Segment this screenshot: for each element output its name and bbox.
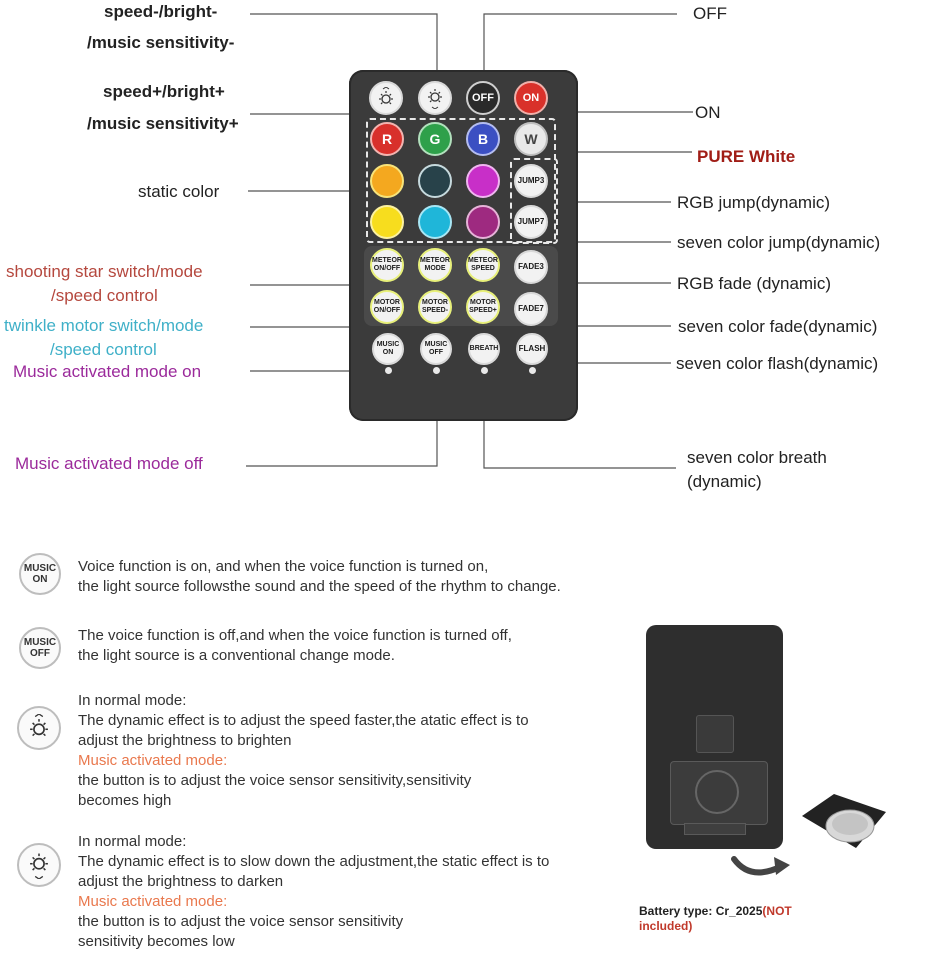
indicator-dot <box>433 367 440 374</box>
speed-plus-desc-line-6: becomes high <box>78 792 172 809</box>
orange-button[interactable] <box>370 164 404 198</box>
white-button[interactable]: W <box>514 122 548 156</box>
dark-teal-button[interactable] <box>418 164 452 198</box>
speed-plus-desc-line-5: the button is to adjust the voice sensor sensitivity,sensitivity <box>78 772 472 789</box>
label-twinkle-2: /speed control <box>50 340 157 359</box>
music-on-button[interactable]: MUSIC ON <box>372 333 404 365</box>
indicator-dot <box>481 367 488 374</box>
yellow-button[interactable] <box>370 205 404 239</box>
jump7-button[interactable]: JUMP7 <box>514 205 548 239</box>
cyan-button[interactable] <box>418 205 452 239</box>
sun-up-icon <box>25 714 53 742</box>
label-speed-minus-2: /music sensitivity- <box>87 33 235 52</box>
speed-plus-legend-icon <box>17 706 61 750</box>
sun-down-icon <box>424 87 446 109</box>
speed-minus-legend-icon <box>17 843 61 887</box>
music-on-legend-icon: MUSIC ON <box>19 553 61 595</box>
speed-minus-desc-line-4: Music activated mode: <box>78 893 228 910</box>
battery-not-included-2: included) <box>639 919 693 933</box>
jump3-button[interactable]: JUMP3 <box>514 164 548 198</box>
label-static-color: static color <box>138 182 220 201</box>
speed-plus-desc-line-1: In normal mode: <box>78 692 187 709</box>
on-button[interactable]: ON <box>514 81 548 115</box>
music-off-desc-line-2: the light source is a conventional change mode. <box>78 647 395 664</box>
fade7-button[interactable]: FADE7 <box>514 292 548 326</box>
music-on-desc-line-1: Voice function is on, and when the voice function is turned on, <box>78 558 489 575</box>
arrow-icon <box>728 845 798 885</box>
sun-up-icon <box>375 87 397 109</box>
speed-plus-desc-line-4: Music activated mode: <box>78 752 228 769</box>
label-seven-jump: seven color jump(dynamic) <box>677 233 881 252</box>
label-on: ON <box>695 103 721 122</box>
battery-tray-latch <box>684 823 746 835</box>
battery-not-included-1: (NOT <box>762 904 792 918</box>
label-speed-plus-2: /music sensitivity+ <box>87 114 239 133</box>
label-rgb-jump: RGB jump(dynamic) <box>677 193 831 212</box>
speed-minus-desc-line-6: sensitivity becomes low <box>78 933 235 950</box>
label-speed-minus-1: speed-/bright- <box>104 2 218 21</box>
label-seven-flash: seven color flash(dynamic) <box>676 354 879 373</box>
speed-minus-desc-line-1: In normal mode: <box>78 833 187 850</box>
battery-slot <box>695 770 739 814</box>
meteor-speed-button[interactable]: METEOR SPEED <box>466 248 500 282</box>
blue-button[interactable]: B <box>466 122 500 156</box>
speed-plus-desc-line-2: The dynamic effect is to adjust the speed faster,the atatic effect is to <box>78 712 529 729</box>
label-twinkle-1: twinkle motor switch/mode <box>4 316 204 335</box>
meteor-mode-button[interactable]: METEOR MODE <box>418 248 452 282</box>
label-rgb-fade: RGB fade (dynamic) <box>677 274 831 293</box>
off-button[interactable]: OFF <box>466 81 500 115</box>
music-on-description <box>78 557 561 597</box>
remote-back-image <box>646 625 783 849</box>
speed-plus-description <box>78 691 529 811</box>
music-off-button[interactable]: MUSIC OFF <box>420 333 452 365</box>
speed-minus-button[interactable] <box>418 81 452 115</box>
label-off: OFF <box>693 4 727 23</box>
battery-caption <box>639 904 792 934</box>
music-off-description <box>78 626 512 666</box>
label-seven-breath-2: (dynamic) <box>687 472 762 491</box>
speed-plus-desc-line-3: adjust the brightness to brighten <box>78 732 292 749</box>
purple-button[interactable] <box>466 205 500 239</box>
indicator-dot <box>529 367 536 374</box>
label-speed-plus-1: speed+/bright+ <box>103 82 225 101</box>
meteor-onoff-button[interactable]: METEOR ON/OFF <box>370 248 404 282</box>
label-seven-fade: seven color fade(dynamic) <box>678 317 878 336</box>
label-shooting-star-2: /speed control <box>51 286 158 305</box>
label-seven-breath-1: seven color breath <box>687 448 827 467</box>
motor-speed-minus-button[interactable]: MOTOR SPEED- <box>418 290 452 324</box>
label-shooting-star-1: shooting star switch/mode <box>6 262 203 281</box>
indicator-dot <box>385 367 392 374</box>
green-button[interactable]: G <box>418 122 452 156</box>
motor-speed-plus-button[interactable]: MOTOR SPEED+ <box>466 290 500 324</box>
speed-minus-desc-line-3: adjust the brightness to darken <box>78 873 284 890</box>
red-button[interactable]: R <box>370 122 404 156</box>
speed-minus-desc-line-5: the button is to adjust the voice sensor sensitivity <box>78 913 404 930</box>
sun-down-icon <box>25 851 53 879</box>
speed-plus-button[interactable] <box>369 81 403 115</box>
music-on-desc-line-2: the light source followsthe sound and the speed of the rhythm to change. <box>78 578 561 595</box>
flash-button[interactable]: FLASH <box>516 333 548 365</box>
breath-button[interactable]: BREATH <box>468 333 500 365</box>
battery-compartment <box>670 761 768 825</box>
speed-minus-description <box>78 832 549 952</box>
battery-label-sticker <box>696 715 734 753</box>
speed-minus-desc-line-2: The dynamic effect is to slow down the adjustment,the static effect is to <box>78 853 550 870</box>
music-off-legend-icon: MUSIC OFF <box>19 627 61 669</box>
label-music-off-mode: Music activated mode off <box>15 454 203 473</box>
label-music-on-mode: Music activated mode on <box>13 362 202 381</box>
music-off-desc-line-1: The voice function is off,and when the voice function is turned off, <box>78 627 512 644</box>
battery-type-text: Battery type: Cr_2025 <box>639 904 763 918</box>
magenta-button[interactable] <box>466 164 500 198</box>
label-pure-white: PURE White <box>697 147 796 166</box>
fade3-button[interactable]: FADE3 <box>514 250 548 284</box>
battery-tray-image <box>794 786 892 868</box>
motor-onoff-button[interactable]: MOTOR ON/OFF <box>370 290 404 324</box>
